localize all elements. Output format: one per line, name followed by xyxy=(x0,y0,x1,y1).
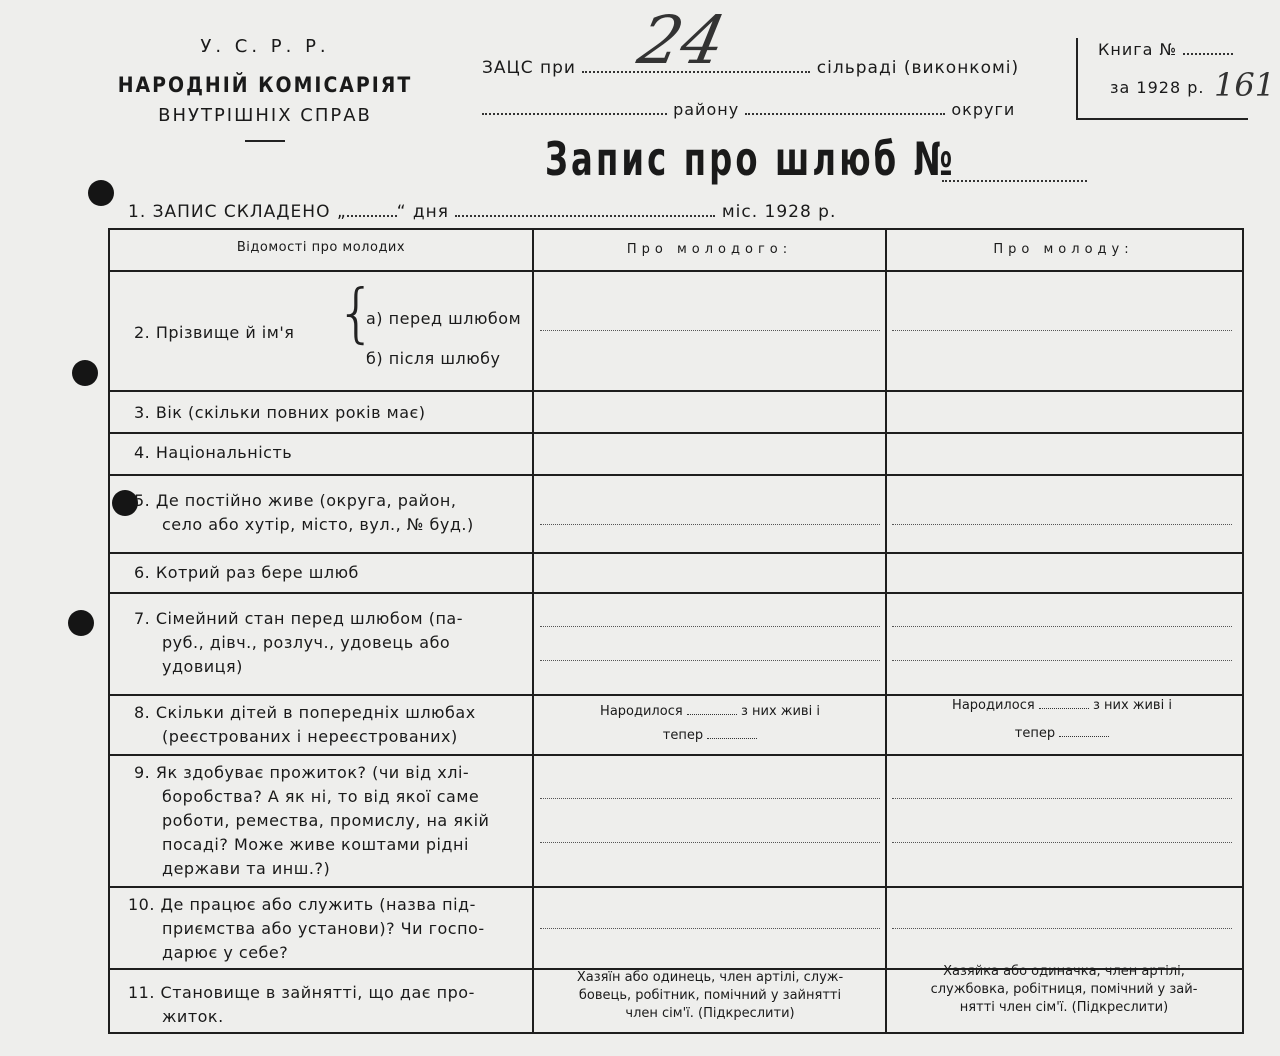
fill-line xyxy=(892,928,1232,929)
registry-prefix: ЗАЦС при xyxy=(482,58,576,78)
state-name: У. С. Р. Р. xyxy=(200,36,330,57)
row-9-label-line3: роботи, ремества, промислу, на якій xyxy=(162,811,490,830)
row-divider xyxy=(110,390,1242,392)
row-11-label-line2: житок. xyxy=(162,1007,224,1026)
groom-occupation-status-line2: бовець, робітник, помічний у зайнятті xyxy=(578,988,842,1003)
groom-children-line1 xyxy=(540,702,880,722)
bride-children-alive: з них живі і xyxy=(1092,698,1172,713)
row-divider xyxy=(110,432,1242,434)
fill-line xyxy=(540,330,880,331)
record-made-quote: “ дня xyxy=(396,202,449,222)
row-5-label-line2: село або хутір, місто, вул., № буд.) xyxy=(162,515,474,534)
document-title: Запис про шлюб № xyxy=(545,132,956,186)
row-2-label: 2. Прізвище й ім'я xyxy=(134,323,295,342)
bride-occupation-status-line2: службовка, робітниця, помічний у зай- xyxy=(930,982,1198,997)
row-9-label-line5: держави та инш.?) xyxy=(162,859,331,878)
district-label: району xyxy=(673,100,740,119)
book-label: Книга № xyxy=(1098,40,1178,59)
row-5-label-line1: 5. Де постійно живе (округа, район, xyxy=(134,491,457,510)
book-number-line xyxy=(1098,40,1233,59)
ministry-name: НАРОДНІЙ КОМІСАРІЯТ xyxy=(117,73,413,97)
row-6-label: 6. Котрий раз бере шлюб xyxy=(134,563,359,582)
column-header-bride: Про молоду: xyxy=(993,242,1134,257)
record-made-label: 1. ЗАПИС СКЛАДЕНО „ xyxy=(128,202,347,222)
row-2-brace: { xyxy=(336,277,377,351)
punch-hole xyxy=(68,610,94,636)
district-line xyxy=(482,100,1015,119)
row-11-label-line1: 11. Становище в зайнятті, що дає про- xyxy=(128,983,475,1002)
fill-line xyxy=(892,798,1232,799)
book-box xyxy=(1076,38,1276,120)
column-header-info: Відомості про молодих xyxy=(236,240,406,255)
groom-children-now: тепер xyxy=(662,728,704,743)
fill-line xyxy=(892,660,1232,661)
row-9-label-line2: боробства? А як ні, то від якої саме xyxy=(162,787,480,806)
ministry-header xyxy=(110,36,420,142)
registry-line xyxy=(482,58,1019,78)
fill-line xyxy=(892,626,1232,627)
row-9-label-line1: 9. Як здобуває прожиток? (чи від хлі- xyxy=(134,763,470,782)
fill-line xyxy=(540,842,880,843)
row-divider xyxy=(110,886,1242,888)
row-9-label-line4: посаді? Може живе коштами рідні xyxy=(162,835,469,854)
title-number-blank xyxy=(942,180,1087,182)
row-2-before-marriage: а) перед шлюбом xyxy=(366,309,522,328)
row-2-after-marriage: б) після шлюбу xyxy=(366,349,501,368)
groom-occupation-status-line3: член сім'ї. (Підкреслити) xyxy=(625,1006,795,1021)
fill-line xyxy=(892,842,1232,843)
bride-children-now: тепер xyxy=(1014,726,1056,741)
bride-children-now-blank xyxy=(1059,736,1109,737)
header-rule xyxy=(245,140,285,142)
fill-line xyxy=(892,524,1232,525)
month-blank xyxy=(455,215,715,217)
fill-line xyxy=(540,626,880,627)
bride-children-born-blank xyxy=(1039,708,1089,709)
district-blank xyxy=(482,113,667,115)
row-divider xyxy=(110,474,1242,476)
row-divider xyxy=(110,552,1242,554)
day-blank xyxy=(347,215,397,217)
row-7-label-line1: 7. Сімейний стан перед шлюбом (па- xyxy=(134,609,463,628)
row-10-label-line3: дарює у себе? xyxy=(162,943,289,962)
row-7-label-line2: руб., дівч., розлуч., удовець або xyxy=(162,633,451,652)
book-number-blank xyxy=(1183,53,1233,55)
department-name: ВНУТРІШНІХ СПРАВ xyxy=(158,105,372,126)
fill-line xyxy=(540,928,880,929)
fill-line xyxy=(540,660,880,661)
book-year: за 1928 р. xyxy=(1110,78,1205,97)
groom-occupation-status-line1: Хазяїн або одинець, член артілі, служ- xyxy=(576,970,844,985)
row-divider xyxy=(110,592,1242,594)
row-divider xyxy=(110,270,1242,272)
handwritten-registry-number: 24 xyxy=(631,2,733,79)
row-3-label: 3. Вік (скільки повних років має) xyxy=(134,403,426,422)
registry-suffix: сільраді (виконкомі) xyxy=(816,58,1020,78)
groom-children-now-blank xyxy=(707,738,757,739)
marriage-form-table xyxy=(108,228,1244,1034)
bride-children-born: Народилося xyxy=(952,698,1035,713)
groom-children-line2 xyxy=(540,726,880,746)
column-header-groom: Про молодого: xyxy=(626,242,793,257)
column-divider xyxy=(532,230,534,1032)
row-7-label-line3: удовиця) xyxy=(162,657,243,676)
bride-children-line1 xyxy=(892,696,1232,716)
row-8-label-line2: (реєстрованих і нереєстрованих) xyxy=(162,727,458,746)
okruha-label: округи xyxy=(951,100,1016,119)
record-made-month-year: міс. 1928 р. xyxy=(721,202,837,222)
bride-occupation-status-line1: Хазяйка або одиначка, член артілі, xyxy=(943,964,1185,979)
fill-line xyxy=(540,524,880,525)
column-divider xyxy=(885,230,887,1032)
row-divider xyxy=(110,754,1242,756)
handwritten-book-number: 161 xyxy=(1214,66,1276,104)
record-made-line xyxy=(128,202,836,222)
row-4-label: 4. Національність xyxy=(134,443,293,462)
groom-children-born: Народилося xyxy=(600,704,683,719)
row-10-label-line2: приємства або установи)? Чи госпо- xyxy=(162,919,485,938)
groom-children-alive: з них живі і xyxy=(740,704,820,719)
bride-occupation-status-line3: нятті член сім'ї. (Підкреслити) xyxy=(959,1000,1169,1015)
okruha-blank xyxy=(745,113,945,115)
row-10-label-line1: 10. Де працює або служить (назва під- xyxy=(128,895,476,914)
fill-line xyxy=(892,330,1232,331)
row-8-label-line1: 8. Скільки дітей в попередніх шлюбах xyxy=(134,703,476,722)
punch-hole xyxy=(88,180,114,206)
bride-children-line2 xyxy=(892,724,1232,744)
groom-children-born-blank xyxy=(687,714,737,715)
fill-line xyxy=(540,798,880,799)
punch-hole xyxy=(72,360,98,386)
